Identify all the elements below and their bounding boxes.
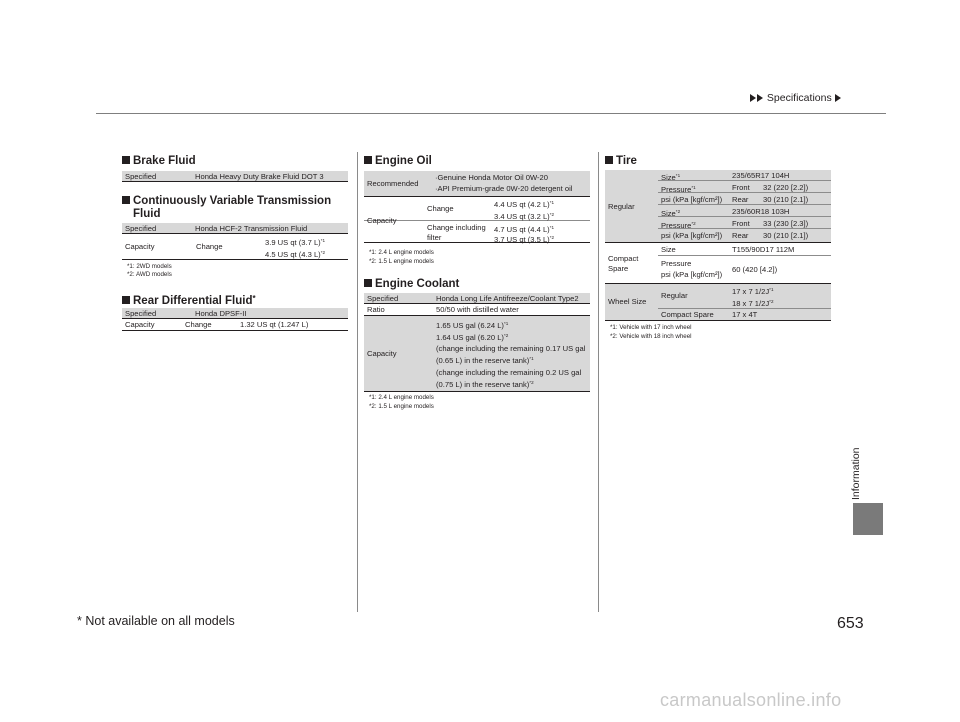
table-row: Size$^{*2}$ 235/60R18 103H — [658, 205, 831, 217]
section-square-icon — [364, 279, 372, 287]
table-row: Capacity Change 3.9 US qt (3.7 L)$^{*1}$ 4.5 US qt (4.3 L)$^{*2}$ — [122, 234, 348, 260]
footnote: *1: 2.4 L engine models — [369, 394, 434, 401]
footnote: *1: 2.4 L engine models — [369, 249, 434, 256]
availability-note: * Not available on all models — [77, 614, 235, 628]
footnote: *2: 1.5 L engine models — [369, 258, 434, 265]
footnote: *2: 1.5 L engine models — [369, 403, 434, 410]
table-row: Capacity Change 1.32 US qt (1.247 L) — [122, 319, 348, 331]
footnote: *2: Vehicle with 18 inch wheel — [610, 333, 692, 340]
breadcrumb-arrow-icon — [750, 94, 756, 102]
table-row: psi (kPa [kgf/cm²]) Rear 30 (210 [2.1]) — [658, 193, 831, 205]
section-heading-engine-oil: Engine Oil — [364, 155, 432, 168]
table-row: Ratio 50/50 with distilled water — [364, 304, 590, 316]
section-square-icon — [122, 196, 130, 204]
footnote: *2: AWD models — [127, 271, 172, 278]
page-number: 653 — [837, 615, 864, 632]
table-row: Pressure$^{*1}$ Front 32 (220 [2.2]) — [658, 181, 831, 193]
breadcrumb-arrow-icon — [835, 94, 841, 102]
table-row: Size T155/90D17 112M — [658, 243, 831, 256]
section-square-icon — [364, 156, 372, 164]
table-row: Specified Honda HCF-2 Transmission Fluid — [122, 223, 348, 234]
column-divider — [598, 152, 599, 612]
table-block-regular: Regular — [605, 170, 831, 243]
table-row: Compact Spare 17 x 4T — [661, 310, 758, 319]
table-row: Specified Honda DPSF-II — [122, 308, 348, 319]
section-heading-tire: Tire — [605, 155, 637, 168]
section-heading-brake-fluid: Brake Fluid — [122, 155, 196, 168]
watermark: carmanualsonline.info — [660, 690, 842, 710]
sidebar-thumb-tab — [853, 503, 883, 535]
table-row: psi (kPa [kgf/cm²]) Rear 30 (210 [2.1]) — [661, 231, 809, 240]
table-row: Recommended ·Genuine Honda Motor Oil 0W-20 ·API Premium-grade 0W-20 detergent oil — [364, 171, 590, 197]
table-row: Capacity Change 4.4 US qt (4.2 L)$^{*1}$ 3.4 US qt (3.2 L)$^{*2}$ — [364, 197, 590, 221]
breadcrumb-text: Specifications — [766, 92, 832, 104]
table-row: Regular 17 x 7 $1/2J^{*1}$ 18 x 7 $1/2J^{*2}$ — [658, 284, 831, 309]
section-heading-cvt-line2: Fluid — [133, 208, 161, 220]
sidebar-section-label: Information — [850, 447, 862, 500]
footnote: *1: 2WD models — [127, 263, 172, 270]
section-heading-cvt: Continuously Variable Transmission — [122, 195, 331, 208]
table-row: Pressure psi (kPa [kgf/cm²]) 60 (420 [4.2]) — [661, 259, 778, 279]
table-block-compact-spare: Compact Spare — [605, 243, 831, 284]
section-square-icon — [122, 296, 130, 304]
section-square-icon — [605, 156, 613, 164]
column-divider — [357, 152, 358, 612]
table-row: Specified Honda Heavy Duty Brake Fluid DOT 3 — [122, 171, 348, 182]
header-rule — [96, 113, 886, 114]
table-row: Capacity 1.65 US gal (6.24 L)$^{*1}$ 1.64 US gal (6.20 L)$^{*2}$ (change including the remaining 0.17 US gal (0.65 L) in the reserve tank)$^{*1}$ (change including the remaining 0.2 US gal (0.75 L) in the reserve tank)$^{*2}$ — [364, 316, 590, 392]
table-block-wheel-size: Wheel Size — [605, 284, 831, 321]
section-square-icon — [122, 156, 130, 164]
breadcrumb — [750, 92, 842, 104]
footnote: *1: Vehicle with 17 inch wheel — [610, 324, 692, 331]
section-heading-engine-coolant: Engine Coolant — [364, 278, 459, 291]
table-row: Size$^{*1}$ 235/65R17 104H — [658, 170, 831, 181]
table-row: Specified Honda Long Life Antifreeze/Coolant Type2 — [364, 293, 590, 304]
table-row: Change including filter 4.7 US qt (4.4 L)$^{*1}$ 3.7 US qt (3.5 L)$^{*2}$ — [364, 221, 590, 243]
table-row: Pressure$^{*2}$ Front 33 (230 [2.3]) — [658, 217, 831, 229]
section-heading-rear-diff: Rear Differential Fluid* — [122, 292, 256, 308]
breadcrumb-arrow-icon — [757, 94, 763, 102]
